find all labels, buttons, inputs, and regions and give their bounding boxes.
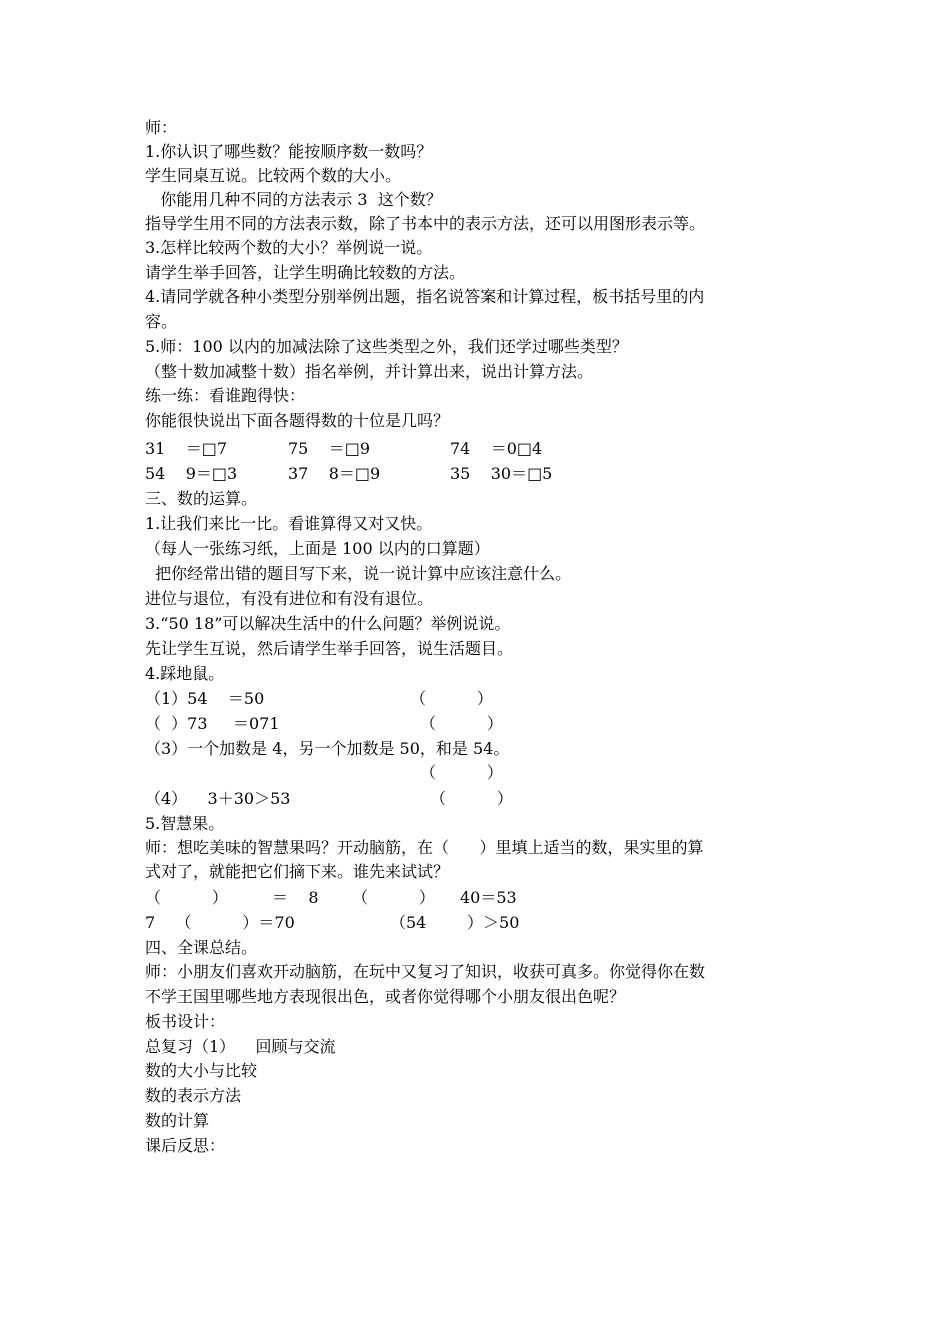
text-line: 4.请同学就各种小类型分别举例出题，指名说答案和计算过程，板书括号里的内 [145, 287, 705, 306]
text-line: 学生同桌互说。比较两个数的大小。 [145, 166, 402, 185]
text-line: 数的计算 [145, 1111, 210, 1130]
exercise-item: 40＝53 [460, 888, 517, 907]
text-line: 4.踩地鼠。 [145, 664, 225, 683]
text-line: 1.让我们来比一比。看谁算得又对又快。 [145, 514, 433, 533]
exercise-item: （1）54 ＝50 [145, 689, 265, 708]
text-line: 5.师：100 以内的加减法除了这些类型之外，我们还学过哪些类型？ [145, 337, 628, 356]
text-line: 容。 [145, 312, 178, 331]
exercise-item: （4） 3＋30＞53 [145, 789, 291, 808]
text-line: 总复习（1） 回顾与交流 [145, 1037, 336, 1056]
text-line: 师： [145, 118, 178, 137]
exercise-item: 31 ＝□7 [145, 439, 228, 458]
text-line: （每人一张练习纸，上面是 100 以内的口算题） [145, 539, 490, 558]
text-line: 3.“50 18”可以解决生活中的什么问题？举例说说。 [145, 614, 511, 633]
text-line: 师：小朋友们喜欢开动脑筋，在玩中又复习了知识，收获可真多。你觉得你在数 [145, 962, 706, 981]
text-line: （整十数加减整十数）指名举例，并计算出来，说出计算方法。 [145, 362, 594, 381]
exercise-item: （ ）73 ＝071 [145, 714, 280, 733]
text-line: 数的大小与比较 [145, 1061, 258, 1080]
text-line: 式对了，就能把它们摘下来。谁先来试试？ [145, 862, 450, 881]
text-line: 5.智慧果。 [145, 814, 225, 833]
text-line: 进位与退位，有没有进位和有没有退位。 [145, 589, 434, 608]
text-line: 你能用几种不同的方法表示 3 这个数？ [145, 190, 442, 209]
text-line: 3.怎样比较两个数的大小？举例说一说。 [145, 238, 433, 257]
text-line: 板书设计： [145, 1012, 226, 1031]
exercise-item: 35 30＝□5 [450, 464, 553, 483]
text-line: 1.你认识了哪些数？能按顺序数一数吗？ [145, 142, 433, 161]
answer-parentheses: （ ） [420, 714, 503, 733]
exercise-item: ＝ 8 [272, 888, 319, 907]
section-heading: 三、数的运算。 [145, 489, 258, 508]
text-line: 把你经常出错的题目写下来，说一说计算中应该注意什么。 [145, 564, 572, 583]
text-line: 先让学生互说，然后请学生举手回答，说生活题目。 [145, 639, 514, 658]
text-line: 不学王国里哪些地方表现很出色，或者你觉得哪个小朋友很出色呢？ [145, 987, 626, 1006]
text-line: 你能很快说出下面各题得数的十位是几吗？ [145, 411, 450, 430]
text-line: 师：想吃美味的智慧果吗？开动脑筋，在（ ）里填上适当的数，果实里的算 [145, 838, 704, 857]
answer-parentheses: （ ） [420, 763, 503, 782]
exercise-item: 7 （ ）＝70 [145, 913, 295, 932]
text-line: 练一练：看谁跑得快： [145, 386, 306, 405]
text-line: 指导学生用不同的方法表示数，除了书本中的表示方法，还可以用图形表示等。 [145, 214, 706, 233]
exercise-item: 54 9＝□3 [145, 464, 238, 483]
exercise-item: 74 ＝0□4 [450, 439, 543, 458]
exercise-item: 37 8＝□9 [288, 464, 381, 483]
answer-parentheses: （ ） [352, 888, 435, 907]
section-heading: 四、全课总结。 [145, 938, 258, 957]
answer-parentheses: （ ） [430, 789, 513, 808]
exercise-item: （3）一个加数是 4，另一个加数是 50，和是 54。 [145, 739, 510, 758]
answer-parentheses: （ ） [145, 888, 228, 907]
text-line: 课后反思： [145, 1136, 226, 1155]
text-line: 数的表示方法 [145, 1086, 242, 1105]
answer-parentheses: （ ） [410, 689, 493, 708]
exercise-item: （54 ）＞50 [390, 913, 520, 932]
exercise-item: 75 ＝□9 [288, 439, 371, 458]
text-line: 请学生举手回答，让学生明确比较数的方法。 [145, 263, 466, 282]
